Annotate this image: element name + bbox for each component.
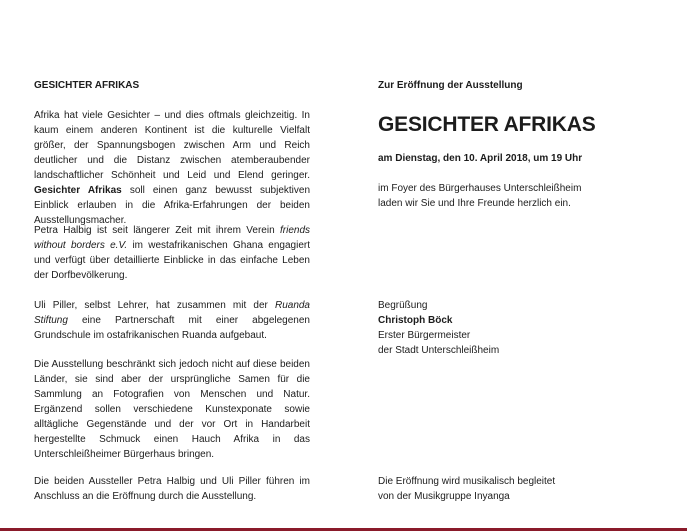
exhibition-name-bold: Gesichter Afrikas	[34, 185, 122, 196]
greeting-label: Begrüßung	[378, 300, 428, 311]
music-line-2: von der Musikgruppe Inyanga	[378, 491, 510, 502]
invite-line-1: im Foyer des Bürgerhauses Unterschleißheim	[378, 183, 582, 194]
paragraph-halbig-a: Petra Halbig ist seit längerer Zeit mit ihrem Verein	[34, 225, 275, 236]
association-name: friends without borders e.V.	[34, 225, 311, 251]
paragraph-intro	[34, 108, 310, 228]
foundation-name: Ruanda Stiftung	[34, 300, 310, 326]
paragraph-halbig	[34, 223, 310, 283]
music-line-1: Die Eröffnung wird musikalisch begleitet	[378, 476, 556, 487]
invite-line-2: laden wir Sie und Ihre Freunde herzlich ein.	[378, 198, 571, 209]
speaker-role: Erster Bürgermeister	[378, 330, 471, 341]
paragraph-piller	[34, 298, 310, 343]
left-heading: GESICHTER AFRIKAS	[34, 80, 140, 91]
speaker-organization: der Stadt Unterschleißheim	[378, 345, 500, 356]
paragraph-tour: Die beiden Aussteller Petra Halbig und Uli Piller führen im Anschluss an die Eröffnung durch die Ausstellung.	[34, 476, 310, 502]
paragraph-intro-rest: soll einen ganz bewusst subjektiven Einblick erlauben in die Afrika-Erfahrungen der beiden Ausstellungsmacher.	[34, 185, 310, 226]
paragraph-piller-b: eine Partnerschaft mit einer abgelegenen Grundschule im ostafrikanischen Ruanda aufgebaut.	[34, 315, 310, 341]
paragraph-exhibition: Die Ausstellung beschränkt sich jedoch nicht auf diese beiden Länder, sie sind aber der ursprüngliche Samen für die Sammlung an Fotografien von Menschen und Natur. Ergänzend sollen verschiedene Kunstexponate sowie alltägliche Gegenstände und der vor Ort in Handarbeit hergestellte Schmuck einen Hauch Afrika in das Unterschleißheimer Bürgerhaus bringen.	[34, 359, 310, 460]
opening-intro: Zur Eröffnung der Ausstellung	[378, 80, 523, 91]
paragraph-intro-text: Afrika hat viele Gesichter – und dies oftmals gleichzeitig. In kaum einem anderen Kontinent ist die kulturelle Vielfalt größer, der Spannungsbogen zwischen Arm und Reich deutlicher und die Distanz zwischen atemberaubender landschaftlicher Schönheit und Leid und Elend geringer.	[34, 110, 310, 181]
paragraph-piller-a: Uli Piller, selbst Lehrer, hat zusammen mit der	[34, 300, 268, 311]
paragraph-halbig-b: im westafrikanischen Ghana engagiert und verfügt über detaillierte Einblicke in das einfache Leben der Dorfbevölkerung.	[34, 240, 310, 281]
speaker-name: Christoph Böck	[378, 315, 453, 326]
event-date: am Dienstag, den 10. April 2018, um 19 Uhr	[378, 153, 583, 164]
exhibition-title: GESICHTER AFRIKAS	[378, 113, 596, 136]
